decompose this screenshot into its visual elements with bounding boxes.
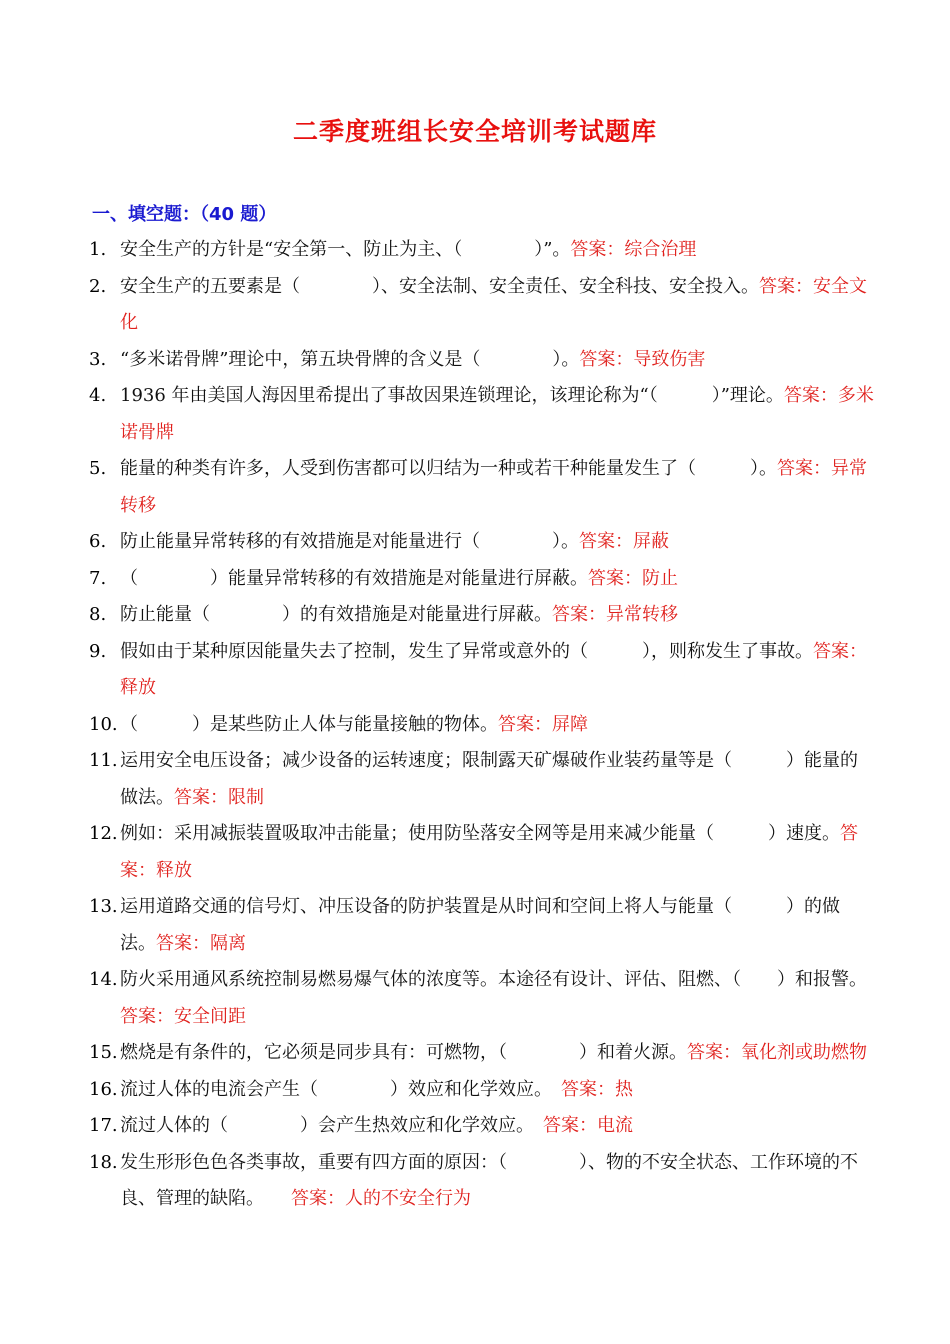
question-text xyxy=(120,269,874,342)
question-item xyxy=(0,597,950,634)
answer-text: 答案：限制 xyxy=(174,786,264,808)
question-item xyxy=(0,634,950,707)
answer-text: 答案：安全文化 xyxy=(120,275,867,333)
answer-text: 答案：电流 xyxy=(543,1115,633,1136)
question-number: 9. xyxy=(89,640,107,662)
question-number: 13. xyxy=(89,896,118,917)
question-body: 流过人体的（ ）会产生热效应和化学效应。 xyxy=(120,1115,543,1136)
question-text xyxy=(120,342,874,379)
answer-text: 答案：防止 xyxy=(588,567,678,589)
page-title: 二季度班组长安全培训考试题库 xyxy=(292,117,657,146)
answer-text: 答案：多米诺骨牌 xyxy=(120,385,874,443)
question-text xyxy=(120,451,874,524)
question-text xyxy=(120,634,874,707)
question-body: 1936 年由美国人海因里希提出了事故因果连锁理论，该理论称为“（ ）”理论。 xyxy=(120,385,784,406)
question-body: 防止能量异常转移的有效措施是对能量进行（ ）。 xyxy=(120,531,579,552)
question-item xyxy=(0,816,950,889)
question-text xyxy=(120,1145,874,1218)
question-item xyxy=(0,561,950,598)
question-number: 2. xyxy=(89,275,107,297)
question-item xyxy=(0,889,950,962)
answer-text: 答案：异常转移 xyxy=(120,458,867,516)
answer-text: 答案：异常转移 xyxy=(552,604,678,625)
question-body: 发生形形色色各类事故，重要有四方面的原因：（ ）、物的不安全状态、工作环境的不良、管理的缺陷。 xyxy=(120,1151,858,1209)
section-heading: 一、填空题：（40 题） xyxy=(92,204,277,225)
question-text xyxy=(120,816,874,889)
question-text xyxy=(120,1072,874,1109)
question-number: 12. xyxy=(89,823,118,844)
question-item xyxy=(0,451,950,524)
question-item xyxy=(0,743,950,816)
answer-text: 答案：人的不安全行为 xyxy=(291,1188,471,1209)
question-number: 18. xyxy=(89,1151,118,1173)
question-number: 5. xyxy=(89,458,107,479)
question-text xyxy=(120,743,874,816)
answer-text: 答案：热 xyxy=(561,1078,633,1100)
question-body: 安全生产的方针是“安全第一、防止为主、（ ）”。 xyxy=(120,239,571,260)
question-body: （ ）能量异常转移的有效措施是对能量进行屏蔽。 xyxy=(120,567,588,589)
question-item xyxy=(0,1072,950,1109)
question-item xyxy=(0,1035,950,1072)
answer-text: 答案：释放 xyxy=(120,640,867,698)
question-body: 流过人体的电流会产生（ ）效应和化学效应。 xyxy=(120,1078,561,1100)
question-text xyxy=(120,962,874,1035)
question-number: 8. xyxy=(89,604,107,625)
answer-text: 答案：释放 xyxy=(120,823,858,881)
question-number: 14. xyxy=(89,969,118,990)
answer-text: 答案：导致伤害 xyxy=(579,348,706,370)
question-body: 防止能量（ ）的有效措施是对能量进行屏蔽。 xyxy=(120,604,552,625)
question-item xyxy=(0,962,950,1035)
question-text xyxy=(120,561,874,598)
question-item xyxy=(0,232,950,269)
question-text xyxy=(120,524,874,561)
answer-text: 答案：综合治理 xyxy=(570,239,697,260)
answer-text: 答案：屏障 xyxy=(498,713,588,735)
answer-text: 答案：氧化剂或助燃物 xyxy=(687,1042,867,1063)
question-body: 防火采用通风系统控制易燃易爆气体的浓度等。本途径有设计、评估、阻燃、（ ）和报警。 xyxy=(120,969,867,990)
question-body: 例如：采用减振装置吸取冲击能量；使用防坠落安全网等是用来减少能量（ ）速度。 xyxy=(120,823,840,844)
answer-text: 答案：屏蔽 xyxy=(579,531,669,552)
question-number: 11. xyxy=(89,750,118,771)
question-text xyxy=(120,597,874,634)
question-number: 4. xyxy=(89,385,107,406)
question-item xyxy=(0,342,950,379)
question-number: 17. xyxy=(89,1115,118,1136)
question-number: 7. xyxy=(89,567,107,589)
question-item xyxy=(0,1145,950,1218)
question-item xyxy=(0,707,950,744)
question-item xyxy=(0,1108,950,1145)
question-body: 运用安全电压设备；减少设备的运转速度；限制露天矿爆破作业装药量等是（ ）能量的做法。 xyxy=(120,750,858,808)
question-text xyxy=(120,1108,874,1145)
question-text xyxy=(120,707,874,744)
question-body: 运用道路交通的信号灯、冲压设备的防护装置是从时间和空间上将人与能量（ ）的做法。 xyxy=(120,896,840,954)
question-body: 安全生产的五要素是（ ）、安全法制、安全责任、安全科技、安全投入。 xyxy=(120,275,759,297)
answer-text: 答案：隔离 xyxy=(156,932,246,954)
question-body: 假如由于某种原因能量失去了控制，发生了异常或意外的（ ），则称发生了事故。 xyxy=(120,640,813,662)
question-text xyxy=(120,378,874,451)
question-item xyxy=(0,378,950,451)
question-item xyxy=(0,269,950,342)
question-number: 15. xyxy=(89,1042,118,1063)
question-text xyxy=(120,889,874,962)
answer-text: 答案：安全间距 xyxy=(120,1005,246,1027)
question-text xyxy=(120,232,874,269)
question-body: 燃烧是有条件的，它必须是同步具有：可燃物，（ ）和着火源。 xyxy=(120,1042,687,1063)
question-item xyxy=(0,524,950,561)
question-text xyxy=(120,1035,874,1072)
question-number: 10. xyxy=(89,713,118,735)
question-number: 1. xyxy=(89,239,107,260)
question-number: 3. xyxy=(89,348,107,370)
question-body: “多米诺骨牌”理论中，第五块骨牌的含义是（ ）。 xyxy=(120,348,580,370)
question-list xyxy=(0,232,950,1218)
question-number: 16. xyxy=(89,1078,118,1100)
question-number: 6. xyxy=(89,531,107,552)
question-body: （ ）是某些防止人体与能量接触的物体。 xyxy=(120,713,498,735)
question-body: 能量的种类有许多，人受到伤害都可以归结为一种或若干种能量发生了（ ）。 xyxy=(120,458,777,479)
